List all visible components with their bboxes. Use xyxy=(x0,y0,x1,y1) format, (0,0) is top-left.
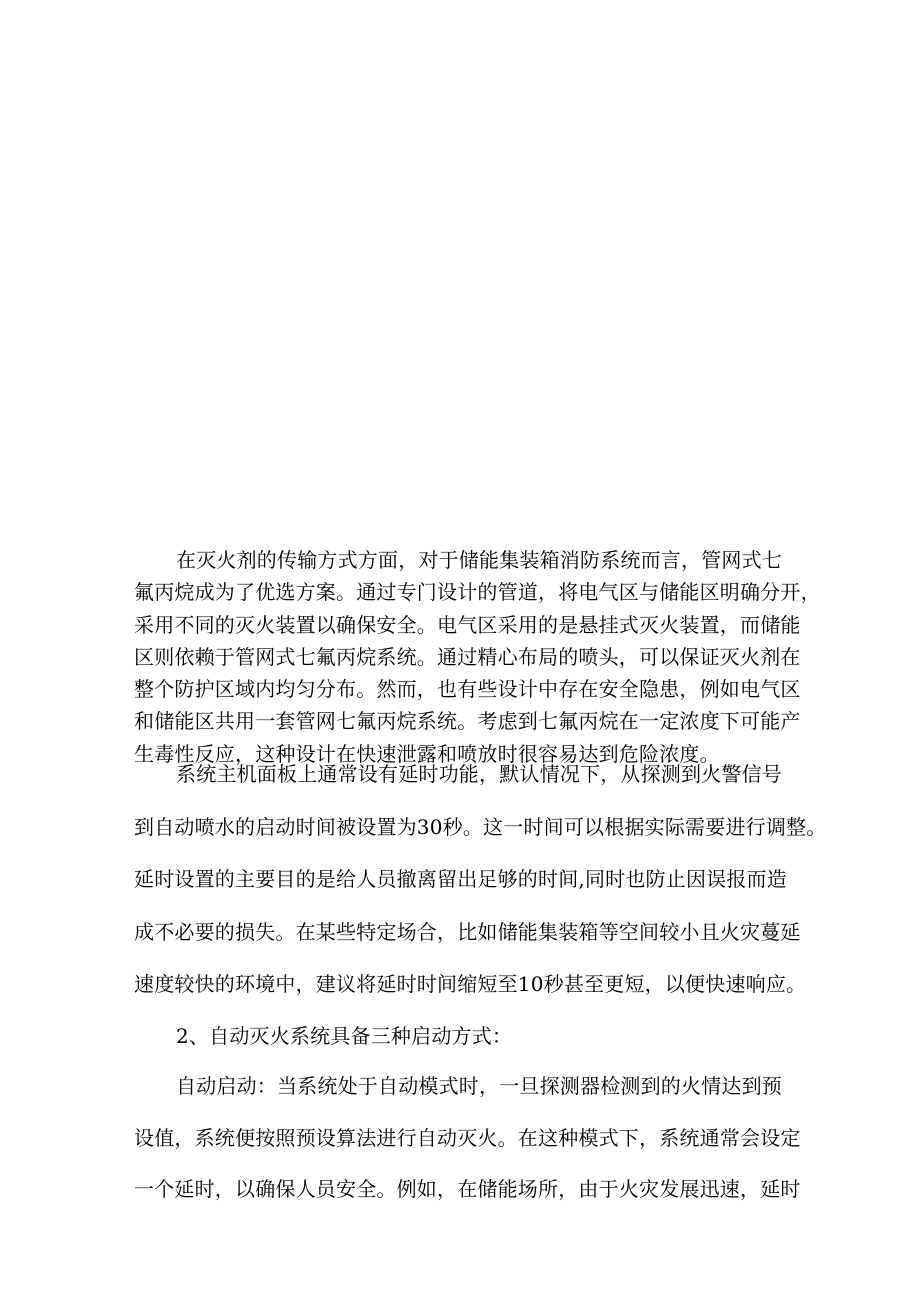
text-line: 整个防护区域内均匀分布。然而，也有些设计中存在安全隐患，例如电气区 xyxy=(134,677,801,702)
text-line: 速度较快的环境中，建议将延时时间缩短至10秒甚至更短，以便快速响应。 xyxy=(134,972,807,996)
text-line: 设值，系统便按照预设算法进行自动灭火。在这种模式下，系统通常会设定 xyxy=(134,1125,801,1150)
text-line: 一个延时，以确保人员安全。例如，在储能场所，由于火灾发展迅速，延时 xyxy=(134,1177,801,1201)
text-line: 在灭火剂的传输方式方面，对于储能集装箱消防系统而言，管网式七 xyxy=(176,548,782,572)
text-line: 成不必要的损失。在某些特定场合，比如储能集装箱等空间较小且火灾蔓延 xyxy=(134,919,801,944)
heading-text: 2、自动灭火系统具备三种启动方式： xyxy=(176,1024,513,1048)
paragraph-extinguishing-agent-transport xyxy=(134,544,821,770)
text-line: 到自动喷水的启动时间被设置为30秒。这一时间可以根据实际需要进行调整。 xyxy=(134,814,827,839)
text-line: 延时设置的主要目的是给人员撤离留出足够的时间,同时也防止因误报而造 xyxy=(134,867,787,891)
text-line: 氟丙烷成为了优选方案。通过专门设计的管道，将电气区与储能区明确分开， xyxy=(134,580,821,605)
text-line: 区则依赖于管网式七氟丙烷系统。通过精心布局的喷头，可以保证灭火剂在 xyxy=(134,644,801,669)
text-line: 采用不同的灭火装置以确保安全。电气区采用的是悬挂式灭火装置，而储能 xyxy=(134,612,801,637)
paragraph-automatic-start xyxy=(134,1061,800,1216)
paragraph-delay-function xyxy=(134,748,827,1011)
text-line: 生毒性反应，这种设计在快速泄露和喷放时很容易达到危险浓度。 xyxy=(134,741,720,766)
text-line: 系统主机面板上通常设有延时功能，默认情况下，从探测到火警信号 xyxy=(176,762,782,786)
text-line: 和储能区共用一套管网七氟丙烷系统。考虑到七氟丙烷在一定浓度下可能产 xyxy=(134,709,801,734)
section-heading-startup-modes xyxy=(134,1011,800,1061)
text-line: 自动启动：当系统处于自动模式时，一旦探测器检测到的火情达到预 xyxy=(176,1074,782,1098)
